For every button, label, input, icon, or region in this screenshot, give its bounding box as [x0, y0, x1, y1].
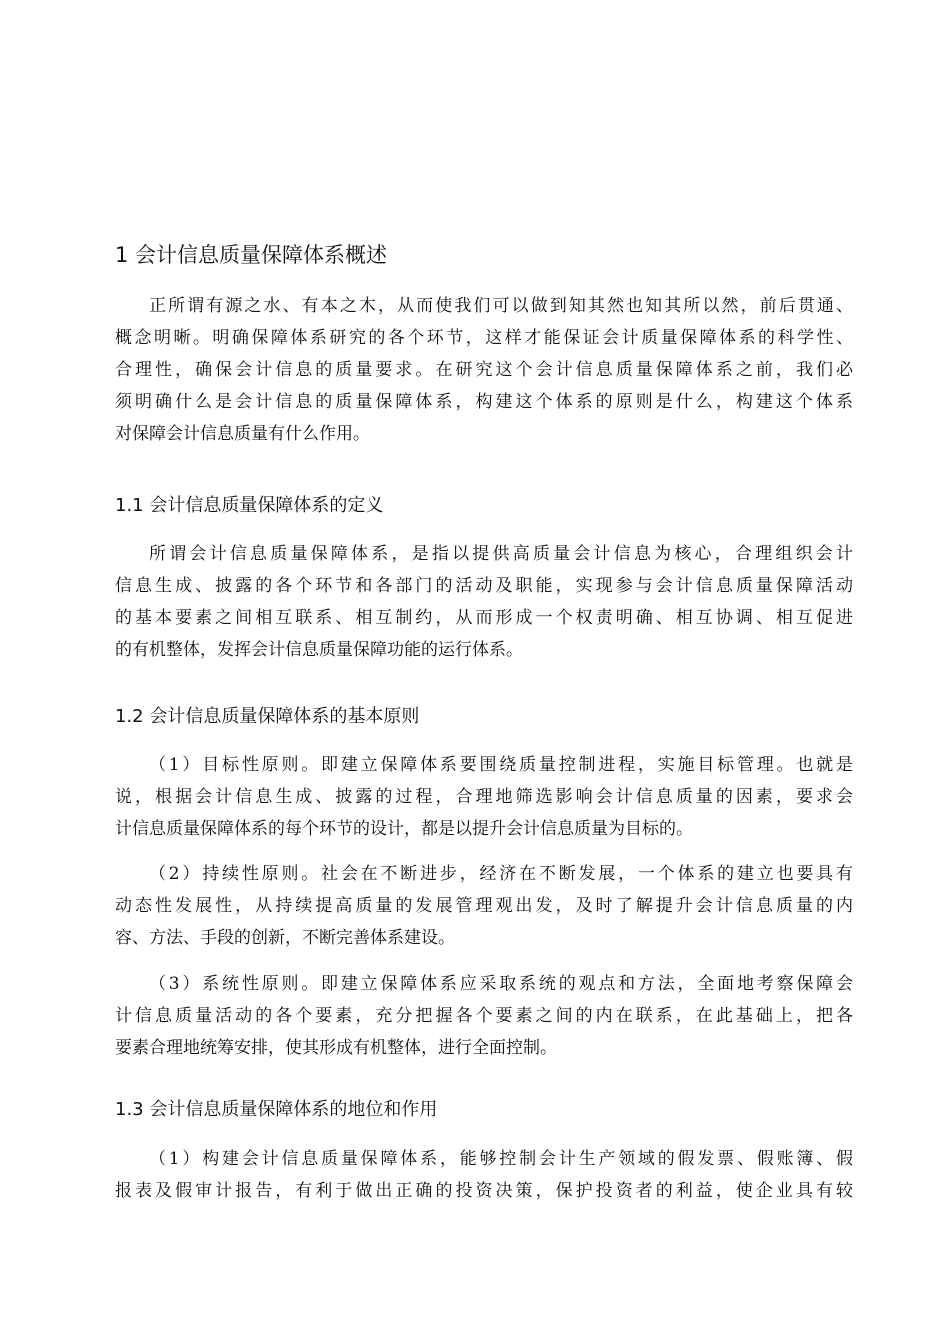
- paragraph-line: 要素合理地统筹安排，使其形成有机整体，进行全面控制。: [115, 1038, 557, 1058]
- paragraph-line: 说，根据会计信息生成、披露的过程，合理地筛选影响会计信息质量的因素，要求会: [115, 787, 853, 807]
- paragraph-line: 动态性发展性，从持续提高质量的发展管理观出发，及时了解提升会计信息质量的内: [115, 896, 853, 916]
- paragraph-line: 合理性，确保会计信息的质量要求。在研究这个会计信息质量保障体系之前，我们必: [115, 360, 853, 380]
- paragraph-line: 计信息质量保障体系的每个环节的设计，都是以提升会计信息质量为目标的。: [115, 819, 693, 839]
- paragraph-line: 的有机整体，发挥会计信息质量保障功能的运行体系。: [115, 640, 523, 660]
- paragraph-line: 容、方法、手段的创新，不断完善体系建设。: [115, 928, 455, 948]
- definition-paragraph: [115, 538, 853, 666]
- section-heading-1-1: 1.1 会计信息质量保障体系的定义: [115, 495, 384, 516]
- paragraph-line: 所谓会计信息质量保障体系，是指以提供高质量会计信息为核心，合理组织会计: [149, 544, 853, 564]
- paragraph-line: 概念明晰。明确保障体系研究的各个环节，这样才能保证会计质量保障体系的科学性、: [115, 328, 853, 348]
- chapter-heading: 1 会计信息质量保障体系概述: [115, 243, 388, 267]
- paragraph-line: 须明确什么是会计信息的质量保障体系，构建这个体系的原则是什么，构建这个体系: [115, 392, 853, 412]
- paragraph-line: （1）目标性原则。即建立保障体系要围绕质量控制进程，实施目标管理。也就是: [149, 755, 853, 775]
- principle-3-paragraph: [115, 968, 853, 1064]
- paragraph-line: 对保障会计信息质量有什么作用。: [115, 424, 370, 444]
- paragraph-line: 报表及假审计报告，有利于做出正确的投资决策，保护投资者的利益，使企业具有较: [115, 1181, 853, 1201]
- paragraph-line: （3）系统性原则。即建立保障体系应采取系统的观点和方法，全面地考察保障会: [149, 974, 853, 994]
- principle-1-paragraph: [115, 749, 853, 845]
- role-1-paragraph: [115, 1143, 853, 1207]
- paragraph-line: （1）构建会计信息质量保障体系，能够控制会计生产领域的假发票、假账簿、假: [149, 1149, 853, 1169]
- section-heading-1-3: 1.3 会计信息质量保障体系的地位和作用: [115, 1099, 438, 1120]
- paragraph-line: 计信息质量活动的各个要素，充分把握各个要素之间的内在联系，在此基础上，把各: [115, 1006, 853, 1026]
- principle-2-paragraph: [115, 858, 853, 954]
- intro-paragraph: [115, 290, 853, 450]
- paragraph-line: 信息生成、披露的各个环节和各部门的活动及职能，实现参与会计信息质量保障活动: [115, 576, 853, 596]
- paragraph-line: （2）持续性原则。社会在不断进步，经济在不断发展，一个体系的建立也要具有: [149, 864, 853, 884]
- paragraph-line: 正所谓有源之水、有本之木，从而使我们可以做到知其然也知其所以然，前后贯通、: [149, 296, 853, 316]
- section-heading-1-2: 1.2 会计信息质量保障体系的基本原则: [115, 706, 420, 727]
- paragraph-line: 的基本要素之间相互联系、相互制约，从而形成一个权责明确、相互协调、相互促进: [115, 608, 853, 628]
